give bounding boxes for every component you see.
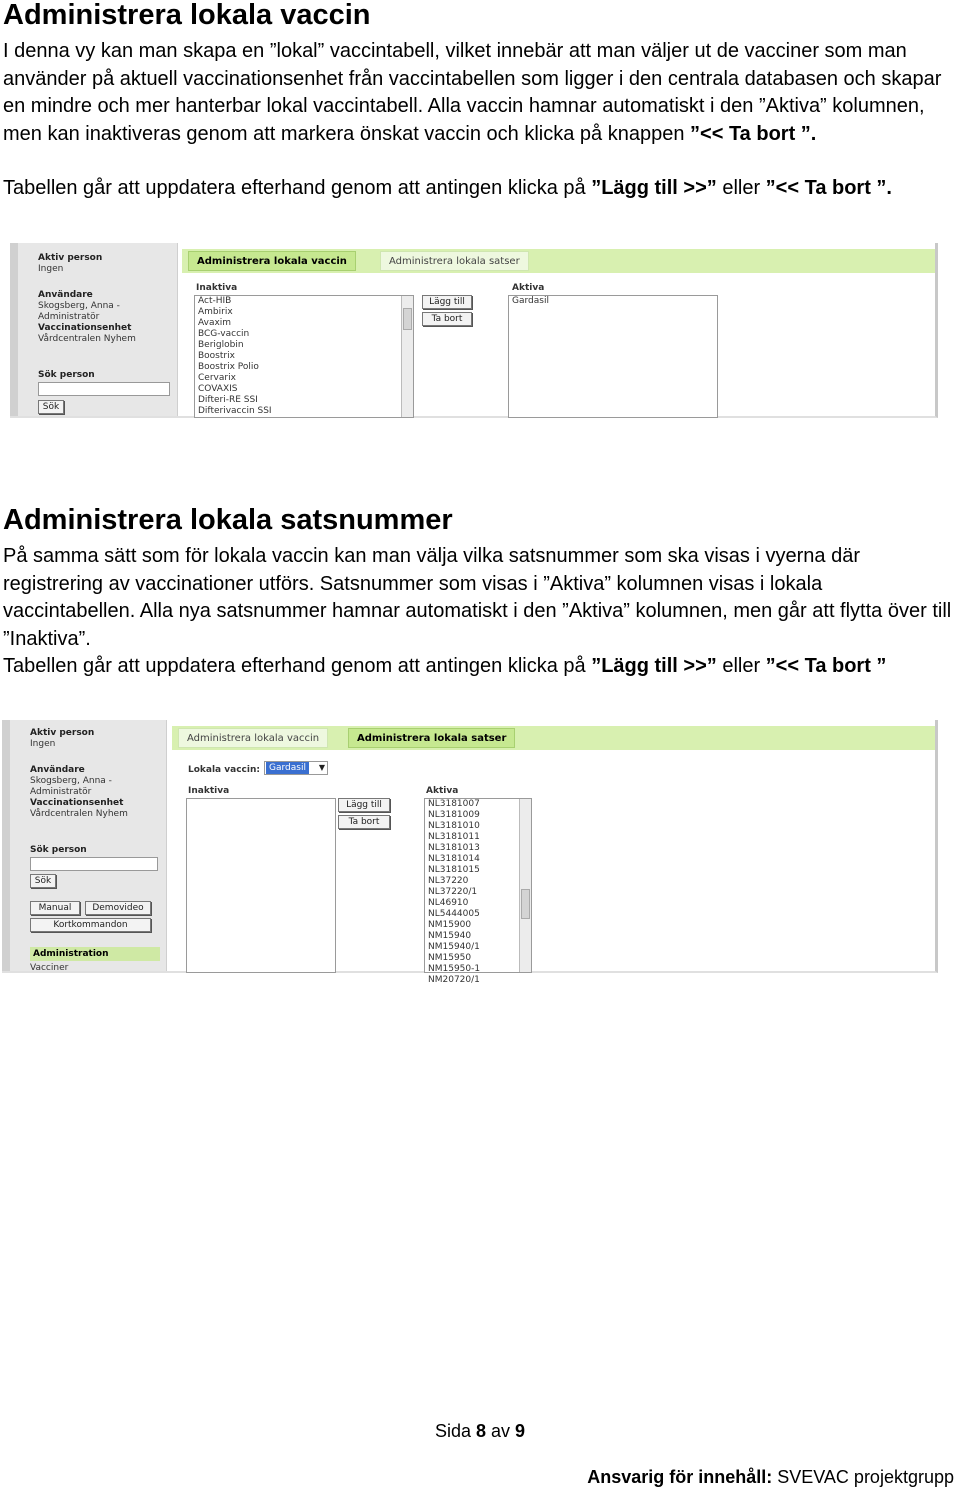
search-input[interactable] bbox=[30, 857, 158, 871]
user-role: Administratör bbox=[38, 312, 100, 322]
user-value: Skogsberg, Anna - bbox=[30, 776, 112, 786]
tab-lokala-satser[interactable]: Administrera lokala satser bbox=[348, 728, 515, 748]
active-items bbox=[509, 296, 717, 307]
list-item[interactable]: NL3181010 bbox=[428, 821, 480, 831]
active-column-label: Aktiva bbox=[512, 283, 545, 293]
list-item[interactable]: COVAXIS bbox=[198, 384, 238, 394]
user-label: Användare bbox=[38, 290, 93, 300]
scrollbar[interactable] bbox=[519, 799, 531, 972]
paragraph-text: På samma sätt som för lokala vaccin kan man välja vilka satsnummer som ska visas i vyerna där registrering av vaccinationer utförs. Satsnummer som visas i ”Aktiva” kolumnen visas i lokala vaccintabellen. Alla nya satsnummer hamnar automatiskt i den ”Aktiva” kolumnen, men går att flytta över till ”Inaktiva”. bbox=[3, 545, 952, 650]
scrollbar[interactable] bbox=[401, 296, 413, 417]
paragraph-bold: ”Lägg till >>” bbox=[591, 655, 717, 677]
list-item[interactable]: Avaxim bbox=[198, 318, 232, 328]
paragraph-text: Tabellen går att uppdatera efterhand genom att antingen klicka på bbox=[3, 177, 592, 199]
paragraph-text: eller bbox=[716, 655, 766, 677]
responsible-value: SVEVAC projektgrupp bbox=[772, 1467, 954, 1487]
list-item[interactable]: Difteri-RE SSI bbox=[198, 395, 258, 405]
add-button[interactable]: Lägg till bbox=[422, 295, 472, 309]
list-item[interactable]: Beriglobin bbox=[198, 340, 244, 350]
scrollbar-thumb[interactable] bbox=[403, 308, 412, 330]
user-role: Administratör bbox=[30, 787, 92, 797]
list-item[interactable]: NM15950-1 bbox=[428, 964, 481, 974]
section-paragraph bbox=[3, 653, 958, 681]
add-button[interactable]: Lägg till bbox=[338, 798, 390, 812]
search-button[interactable]: Sök bbox=[38, 400, 64, 414]
list-item[interactable]: NL5444005 bbox=[428, 909, 480, 919]
list-item[interactable]: NM20720/1 bbox=[428, 975, 480, 985]
active-items bbox=[425, 799, 531, 986]
section-heading-satsnummer: Administrera lokala satsnummer bbox=[3, 504, 453, 536]
section-heading-vaccin: Administrera lokala vaccin bbox=[3, 0, 371, 31]
inactive-column-label: Inaktiva bbox=[188, 786, 230, 796]
inactive-column-label: Inaktiva bbox=[196, 283, 238, 293]
active-list[interactable] bbox=[508, 295, 718, 418]
scrollbar-thumb[interactable] bbox=[521, 889, 530, 919]
list-item[interactable]: Act-HIB bbox=[198, 296, 232, 306]
list-item[interactable]: NL3181014 bbox=[428, 854, 480, 864]
local-vaccine-label: Lokala vaccin: bbox=[188, 765, 260, 775]
tab-lokala-satser[interactable]: Administrera lokala satser bbox=[380, 251, 529, 271]
list-item[interactable]: NL3181013 bbox=[428, 843, 480, 853]
list-item[interactable]: NL37220/1 bbox=[428, 887, 478, 897]
list-item[interactable]: Cervarix bbox=[198, 373, 236, 383]
section-paragraph bbox=[3, 38, 958, 148]
unit-label: Vaccinationsenhet bbox=[38, 323, 132, 333]
list-item[interactable]: NL3181015 bbox=[428, 865, 480, 875]
active-person-value: Ingen bbox=[30, 739, 56, 749]
page-mid: av bbox=[486, 1421, 516, 1441]
active-person-label: Aktiv person bbox=[38, 253, 103, 263]
demo-video-button[interactable]: Demovideo bbox=[85, 901, 151, 915]
page-number bbox=[0, 1419, 960, 1443]
paragraph-bold: ”<< Ta bort ” bbox=[765, 655, 887, 677]
list-item[interactable]: BCG-vaccin bbox=[198, 329, 250, 339]
inactive-list[interactable] bbox=[194, 295, 414, 418]
chevron-down-icon: ▼ bbox=[318, 763, 325, 772]
list-item[interactable]: NM15950 bbox=[428, 953, 472, 963]
section-paragraph bbox=[3, 175, 958, 203]
unit-value: Vårdcentralen Nyhem bbox=[38, 334, 136, 344]
list-item[interactable]: NL3181009 bbox=[428, 810, 480, 820]
page-prefix: Sida bbox=[434, 1421, 476, 1441]
paragraph-bold: ”<< Ta bort ”. bbox=[690, 122, 817, 145]
responsible-line bbox=[587, 1465, 954, 1489]
search-input[interactable] bbox=[38, 382, 170, 396]
selected-vaccine: Gardasil bbox=[266, 762, 309, 774]
page-current: 8 bbox=[475, 1421, 486, 1441]
list-item[interactable]: Boostrix Polio bbox=[198, 362, 259, 372]
list-item[interactable]: Ambirix bbox=[198, 307, 233, 317]
search-label: Sök person bbox=[38, 370, 95, 380]
active-person-label: Aktiv person bbox=[30, 728, 95, 738]
list-item[interactable]: NM15940 bbox=[428, 931, 472, 941]
list-item[interactable]: Gardasil bbox=[512, 296, 549, 306]
search-button[interactable]: Sök bbox=[30, 874, 56, 888]
active-person-value: Ingen bbox=[38, 264, 64, 274]
inactive-items bbox=[195, 296, 413, 417]
responsible-label: Ansvarig för innehåll: bbox=[587, 1467, 773, 1487]
paragraph-bold: ”<< Ta bort ”. bbox=[765, 177, 892, 199]
paragraph-text: eller bbox=[716, 177, 766, 199]
inactive-list[interactable] bbox=[186, 798, 336, 973]
paragraph-text: I denna vy kan man skapa en ”lokal” vaccintabell, vilket innebär att man väljer ut de vacciner som man använder på aktuell vaccinationsenhet från vaccintabellen som ligger i den centrala databasen och skapar en mindre och mer hanterbar lokal vaccintabell. Alla vaccin hamnar automatiskt i den ”Aktiva” kolumnen, men kan inaktiveras genom att markera önskat vaccin och klicka på knappen bbox=[3, 40, 942, 145]
user-value: Skogsberg, Anna - bbox=[38, 301, 120, 311]
local-vaccine-select[interactable] bbox=[264, 761, 328, 775]
active-column-label: Aktiva bbox=[426, 786, 459, 796]
administration-label: Administration bbox=[30, 947, 160, 961]
unit-label: Vaccinationsenhet bbox=[30, 798, 124, 808]
vacciner-link[interactable]: Vacciner bbox=[30, 963, 69, 973]
paragraph-text: Tabellen går att uppdatera efterhand genom att antingen klicka på bbox=[3, 655, 592, 677]
screenshot-lokala-vaccin bbox=[10, 243, 938, 418]
list-item[interactable]: NM15940/1 bbox=[428, 942, 480, 952]
tab-lokala-vaccin[interactable]: Administrera lokala vaccin bbox=[188, 251, 356, 271]
user-label: Användare bbox=[30, 765, 85, 775]
remove-button[interactable]: Ta bort bbox=[338, 815, 390, 829]
screenshot-lokala-satser bbox=[2, 720, 938, 985]
paragraph-bold: ”Lägg till >>” bbox=[591, 177, 717, 199]
tab-bar bbox=[172, 726, 935, 750]
remove-button[interactable]: Ta bort bbox=[422, 312, 472, 326]
sidebar bbox=[2, 720, 167, 971]
search-label: Sök person bbox=[30, 845, 87, 855]
list-item[interactable]: NM15900 bbox=[428, 920, 472, 930]
list-item[interactable]: NL3181011 bbox=[428, 832, 480, 842]
list-item[interactable]: NL46910 bbox=[428, 898, 469, 908]
active-list[interactable] bbox=[424, 798, 532, 985]
section-paragraph bbox=[3, 543, 958, 653]
sidebar bbox=[10, 243, 178, 416]
list-item[interactable]: NL3181007 bbox=[428, 799, 480, 809]
page-total: 9 bbox=[515, 1421, 526, 1441]
manual-button[interactable]: Manual bbox=[30, 901, 80, 915]
tab-lokala-vaccin[interactable]: Administrera lokala vaccin bbox=[178, 728, 328, 748]
list-item[interactable]: NL37220 bbox=[428, 876, 469, 886]
tab-bar bbox=[182, 249, 935, 273]
list-item[interactable]: Boostrix bbox=[198, 351, 235, 361]
list-item[interactable]: Difterivaccin SSI bbox=[198, 406, 272, 416]
unit-value: Vårdcentralen Nyhem bbox=[30, 809, 128, 819]
shortcuts-button[interactable]: Kortkommandon bbox=[30, 918, 151, 932]
